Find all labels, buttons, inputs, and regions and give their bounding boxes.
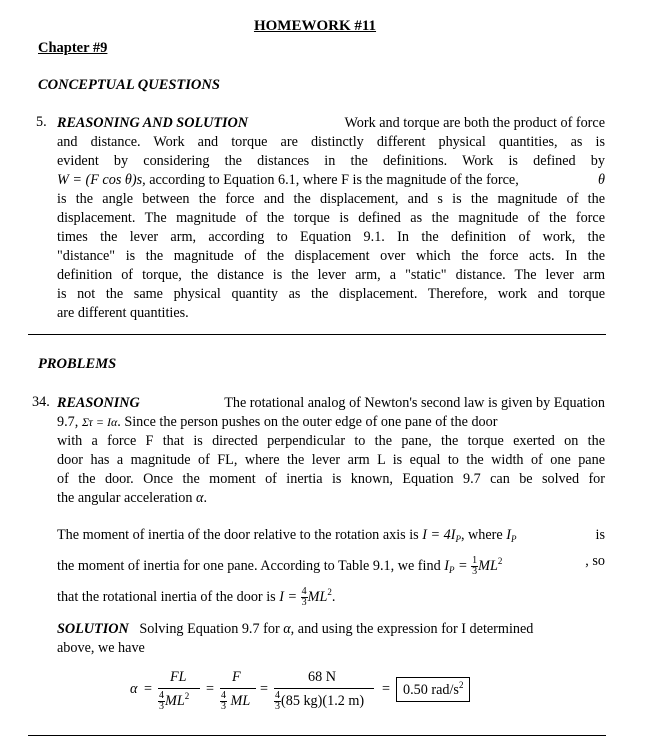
alpha-symbol: α [196, 490, 204, 506]
conceptual-answer [57, 114, 605, 323]
four-thirds-fraction: $\frac{4}{3}$ [301, 586, 307, 609]
solution-line-2: above, we have [57, 640, 145, 656]
reasoning-line-1: The rotational analog of Newton's second law is given by Equation [224, 395, 605, 411]
work-formula: W = (F cos θ)s [57, 172, 143, 188]
concept-line-8: "distance" is the magnitude of the displacement over which the force acts. In the [57, 248, 605, 264]
I-door-formula: $I = 4I_P$ [422, 527, 461, 544]
section-divider [28, 334, 606, 335]
problem-reasoning [57, 394, 605, 508]
concept-line-9: definition of torque, the distance is the lever arm, a "static" distance. The lever arm [57, 267, 605, 283]
newton-formula: Στ = Iα [81, 415, 118, 429]
eq-equals-4: = [382, 681, 391, 697]
answer-value: 0.50 rad/s [403, 682, 459, 698]
theta-symbol: θ [598, 172, 605, 188]
reasoning-label: REASONING [57, 395, 140, 411]
answer-box: 0.50 rad/$s^2$ [396, 677, 470, 702]
reasoning-solution-label: REASONING AND SOLUTION [57, 115, 249, 131]
moment-paragraph [57, 524, 605, 608]
moment-line-1: The moment of inertia of the door relative to the rotation axis is $I = 4I_P$, where $I_P$ is [57, 527, 605, 544]
concept-line-7: times the lever arm, according to Equation 9.1. In the definition of work, the [57, 229, 605, 245]
eq-fl: FL [170, 669, 187, 685]
concept-line-1: Work and torque are both the product of force [344, 115, 605, 131]
eq-bar-2 [220, 688, 256, 689]
eq-num: 68 N [308, 669, 336, 685]
problems-heading: PROBLEMS [38, 356, 117, 372]
concept-line-4: W = (F cos θ)s, according to Equation 6.1, where F is the magnitude of the force, θ [57, 172, 605, 188]
eq-equals-2: = [206, 681, 215, 697]
eq-f: F [232, 669, 241, 685]
problem-number: 34. [32, 394, 50, 410]
reasoning-line-5: of the door. Once the moment of inertia is known, Equation 9.7 can be solved for [57, 471, 605, 487]
IP-symbol: $I_P$ [506, 527, 517, 544]
eq-denom-2: $\frac{4}{3}$ ML [221, 690, 251, 712]
moment-line-2: the moment of inertia for one pane. According to Table 9.1, we find $I_P$ = $\frac{1}{3}$ $ML^2$ , so [57, 553, 605, 578]
eq-equals-1: = [144, 681, 153, 697]
solution-paragraph [57, 620, 605, 658]
concept-line-11: are different quantities. [57, 305, 189, 321]
solution-label: SOLUTION [57, 621, 129, 637]
chapter-heading: Chapter #9 [38, 40, 108, 56]
eq-equals-3: = [260, 681, 269, 697]
eq-denom-1: $\frac{4}{3}$ $ML^2$ [159, 690, 190, 713]
question-number: 5. [36, 114, 47, 130]
moment-line-3: that the rotational inertia of the door is I = $\frac{4}{3}$ $ML^2$. [57, 586, 336, 609]
one-third-fraction: $\frac{1}{3}$ [472, 555, 478, 578]
solution-line-1: SOLUTION Solving Equation 9.7 for α, and using the expression for I determined [57, 621, 534, 637]
concept-line-10: is not the same physical quantity as the displacement. Therefore, work and torque [57, 286, 605, 302]
door-inertia-formula: I = [279, 589, 301, 605]
reasoning-line-4: door has a magnitude of FL, where the lever arm L is equal to the width of one pane [57, 452, 605, 468]
concept-line-6: displacement. The magnitude of the torque is defined as the magnitude of the force [57, 210, 605, 226]
bottom-divider [28, 735, 606, 736]
homework-title: HOMEWORK #11 [253, 18, 377, 34]
concept-line-3: evident by considering the distances in the definitions. Work is defined by [57, 153, 605, 169]
concept-line-5: is the angle between the force and the displacement, and s is the magnitude of the [57, 191, 605, 207]
IP-formula: $I_P$ = [444, 558, 472, 575]
reasoning-line-6: the angular acceleration α. [57, 490, 208, 506]
eq-denom-3: $\frac{4}{3}$ (85 kg)(1.2 m) [275, 690, 365, 712]
eq-alpha: α [130, 681, 138, 697]
concept-line-2: and distance. Work and torque are distinctly different physical quantities, as is [57, 134, 605, 150]
alpha-equation [128, 665, 608, 713]
eq-bar-1 [158, 688, 200, 689]
reasoning-line-3: with a force F that is directed perpendicular to the pane, the torque exerted on the [57, 433, 605, 449]
reasoning-line-2: 9.7, Στ = Iα. Since the person pushes on the outer edge of one pane of the door [57, 414, 498, 430]
eq-bar-3 [274, 688, 374, 689]
conceptual-heading: CONCEPTUAL QUESTIONS [38, 77, 220, 93]
